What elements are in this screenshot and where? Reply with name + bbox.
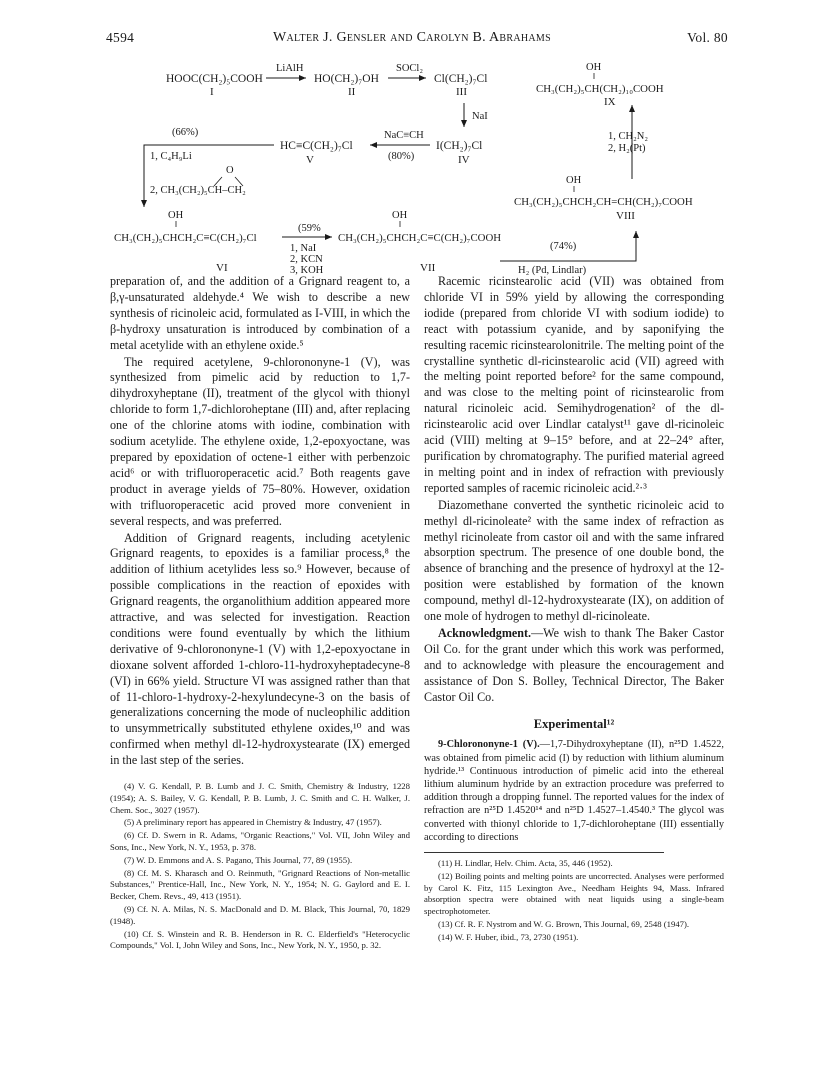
- compound-VIII-label: VIII: [616, 210, 635, 222]
- compound-VI-label: VI: [216, 262, 228, 274]
- experimental-text: —1,7-Dihydroxyheptane (II), n²⁵D 1.4522, was obtained from pimelic acid (I) by reduction with lithium aluminum hydride.¹³ Continuous introduction of pimelic acid into the ethereal lithium aluminum hydride by an extraction procedure was preferred to addition through a dropping funnel. The reported values for the index of refraction are n²⁵D 1.4520¹⁴ and n²⁵D 1.4527–1.4540.³ The glycol was converted with thionyl chloride to 1,7-dichloroheptane (III) essentially according to directions: [424, 739, 724, 843]
- compound-I-formula: HOOC(CH₂)₅COOH: [166, 73, 263, 85]
- body-paragraph: The required acetylene, 9-chlorononyne-1 (V), was synthesized from pimelic acid by reduction to 1,7-dihydroxyheptane (II), treatment of the glycol with thionyl chloride to form 1,7-dichloroheptane (III) and, after replacing one of the chlorine atoms with iodine, combination with sodium acetylide. The ethylene oxide, 1,2-epoxyoctane, was prepared by epoxidation of octene-1 either with perbenzoic acid⁶ or with trifluoroperacetic acid.⁷ Both reagents gave product in average yields of 75–80%. However, oxidation with trifluoroperacetic acid proved more convenient in several respects, and was preferred.: [110, 354, 410, 528]
- footnote: (5) A preliminary report has appeared in Chemistry & Industry, 47 (1957).: [124, 817, 382, 828]
- reagent-hydrogen-pt: 2, H₂(Pt): [608, 143, 646, 154]
- page-number: 4594: [106, 30, 135, 45]
- reagent-lialh: LiAlH: [276, 63, 304, 74]
- reagent-diazomethane: 1, CH₂N₂: [608, 131, 648, 142]
- footnote: (14) W. F. Huber, ibid., 73, 2730 (1951).: [438, 931, 579, 942]
- compound-II-label: II: [348, 86, 356, 98]
- compound-IX-label: IX: [604, 96, 616, 108]
- reagent-lindlar: H₂ (Pd, Lindlar): [518, 265, 587, 276]
- footnote: (11) H. Lindlar, Helv. Chim. Acta, 35, 446 (1952).: [438, 858, 613, 868]
- footnotes-left: [110, 781, 410, 952]
- compound-IV-formula: I(CH₂)₇Cl: [436, 140, 483, 152]
- volume-label: Vol. 80: [687, 30, 728, 45]
- compound-IX-hydroxyl: OH: [586, 62, 602, 73]
- footnote: (10) Cf. S. Winstein and R. B. Henderson in R. C. Elderfield's "Heterocyclic Compounds," Vol. I, John Wiley and Sons, Inc., New York, N. Y., 1950, p. 32.: [110, 928, 410, 951]
- compound-VIII-formula: CH₃(CH₂)₅CHCH₂CH=CH(CH₂)₇COOH: [514, 196, 693, 208]
- footnote: (8) Cf. M. S. Kharasch and O. Reinmuth, "Grignard Reactions of Non-metallic Substances," Prentice-Hall, Inc., New York, N. Y., 1954; N. G. Gaylord and E. I. Becker, Chem. Revs., 49, 413 (1951).: [110, 867, 410, 902]
- yield-59: (59%: [298, 223, 321, 234]
- reagent-socl2: SOCl₂: [396, 63, 424, 74]
- compound-VIII-hydroxyl: OH: [566, 175, 582, 186]
- footnote: (6) Cf. D. Swern in R. Adams, "Organic Reactions," Vol. VII, John Wiley and Sons, Inc., New York, N. Y., 1953, p. 378.: [110, 830, 410, 853]
- compound-VII-formula: CH₃(CH₂)₅CHCH₂C≡C(CH₂)₇COOH: [338, 232, 502, 244]
- experimental-compound-heading: 9-Chlorononyne-1 (V).: [438, 739, 540, 751]
- footnote: (12) Boiling points and melting points are uncorrected. Analyses were performed by Carol K. Fitz, 115 Lexington Ave., Needham Heights 94, Mass. Infrared absorption spectra were obtained with neat liquids using a single-beam spectrophotometer.: [424, 870, 724, 917]
- footnote-rule: [424, 852, 664, 853]
- reagent-butyllithium: 1, C₄H₉Li: [150, 151, 192, 162]
- compound-VI-hydroxyl: OH: [168, 210, 184, 221]
- yield-74: (74%): [550, 241, 577, 252]
- right-column: [424, 274, 724, 944]
- yield-80: (80%): [388, 151, 415, 162]
- running-header-authors: Walter J. Gensler and Carolyn B. Abrahams: [273, 30, 551, 45]
- compound-VI-formula: CH₃(CH₂)₅CHCH₂C≡C(CH₂)₇Cl: [114, 232, 257, 244]
- reagent-nai: NaI: [472, 111, 488, 122]
- body-paragraph: preparation of, and the addition of a Grignard reagent to, a β,γ-unsaturated aldehyde.⁴ We wish to describe a new synthesis of ricinoleic acid, formulated as I-VIII, in which the β-hydroxy unsaturation is introduced by combination of a metal acetylide with an ethylene oxide.⁵: [110, 274, 410, 352]
- acknowledgment-text: —We wish to thank The Baker Castor Oil Co. for the grant under which this work was performed, and to acknowledge with pleasure the encouragement and assistance of Don S. Bolley, Technical Director, The Baker Castor Oil Co.: [424, 625, 724, 704]
- compound-V-formula: HC≡C(CH₂)₇Cl: [280, 140, 353, 152]
- body-paragraph: Addition of Grignard reagents, including acetylenic Grignard reagents, to epoxides is a familiar process,⁸ the addition of lithium acetylides less so.⁹ However, because of possible complications in the reaction of epoxides with Grignard reagents, the organolithium addition appeared more attractive, and was selected for investigation. Reaction conditions were found eventually by which the lithium derivative of 9-chlorononyne-1 (V) with 1,2-epoxyoctane in dioxane solvent afforded 1-chloro-11-hydroxyheptadecyne-8 (VI) in 66% yield. Structure VI was assigned rather than that of 11-chloro-1-hydroxy-2-hexylundecyne-3 on the basis of generalizations concerning the mode of nucleophilic addition to unsymmetrically substituted ethylene oxides,¹⁰ and was confirmed when methyl dl-12-hydroxystearate (IX) emerged in the last step of the series.: [110, 530, 410, 768]
- compound-I-label: I: [210, 86, 214, 98]
- compound-II-formula: HO(CH₂)₇OH: [314, 73, 379, 85]
- left-column: [110, 274, 410, 952]
- compound-IX-formula: CH₃(CH₂)₅CH(CH₂)₁₀COOH: [536, 83, 664, 95]
- reaction-scheme: [100, 55, 740, 277]
- yield-66: (66%): [172, 127, 199, 138]
- reagent-step-koh: 3, KOH: [290, 265, 324, 276]
- body-paragraph: Racemic ricinstearolic acid (VII) was obtained from chloride VI in 59% yield by allowing the corresponding iodide (prepared from chloride VI with sodium iodide) to react with potassium cyanide, and by saponifying the resulting racemic ricinstearolonitrile. The melting point of the crystalline synthetic dl-ricinstearolic acid (VII) agreed with the melting point reported before² for the same compound, and was close to the melting point of ricinstearolic from natural ricinoleic acid. Semihydrogenation² of the dl-ricinstearolic acid over Lindlar catalyst¹¹ gave dl-ricinoleic acid (VIII) melting at 9–15° before, and at 22–24° after, purification by chromatography. The purified material agreed in melting point and in index of refraction with previously reported samples of racemic ricinoleic acid.²·³: [424, 274, 724, 495]
- footnotes-right: [424, 858, 724, 944]
- experimental-paragraph: [424, 738, 724, 844]
- compound-VII-hydroxyl: OH: [392, 210, 408, 221]
- reagent-step-kcn: 2, KCN: [290, 254, 323, 265]
- acknowledgment-heading: Acknowledgment.: [438, 625, 532, 640]
- reagent-sodium-acetylide: NaC≡CH: [384, 130, 424, 141]
- epoxide-oxygen: O: [226, 165, 234, 176]
- experimental-heading: Experimental¹²: [533, 717, 615, 732]
- compound-V-label: V: [306, 154, 314, 166]
- compound-IV-label: IV: [458, 154, 470, 166]
- reagent-epoxyoctane: 2, CH₃(CH₂)₅CH–CH₂: [150, 185, 246, 196]
- footnote: (9) Cf. N. A. Milas, N. S. MacDonald and D. M. Black, This Journal, 70, 1829 (1948).: [110, 904, 410, 926]
- reagent-step-nai: 1, NaI: [290, 243, 317, 254]
- acknowledgment-paragraph: [424, 626, 724, 706]
- footnote: (4) V. G. Kendall, P. B. Lumb and J. C. Smith, Chemistry & Industry, 1228 (1954); A. S. Bailey, V. G. Kendall, P. B. Lumb, J. C. Smith and C. H. Walker, J. Chem. Soc., 3027 (1957).: [110, 781, 410, 815]
- compound-III-label: III: [456, 86, 467, 98]
- compound-VII-label: VII: [420, 262, 436, 274]
- footnote: (13) Cf. R. F. Nystrom and W. G. Brown, This Journal, 69, 2548 (1947).: [438, 918, 690, 929]
- footnote: (7) W. D. Emmons and A. S. Pagano, This Journal, 77, 89 (1955).: [124, 854, 353, 865]
- body-paragraph: Diazomethane converted the synthetic ricinoleic acid to methyl dl-ricinoleate² with the same index of refraction as methyl ricinoleate from castor oil and with the same infrared absorption spectrum. The presence of one double bond, the absence of branching and the presence of hydroxyl at the 12-position were established by formation of the known compound, methyl dl-12-hydroxystearate (IX), on addition of one mole of hydrogen to methyl dl-ricinoleate.: [424, 497, 724, 624]
- compound-III-formula: Cl(CH₂)₇Cl: [434, 73, 488, 85]
